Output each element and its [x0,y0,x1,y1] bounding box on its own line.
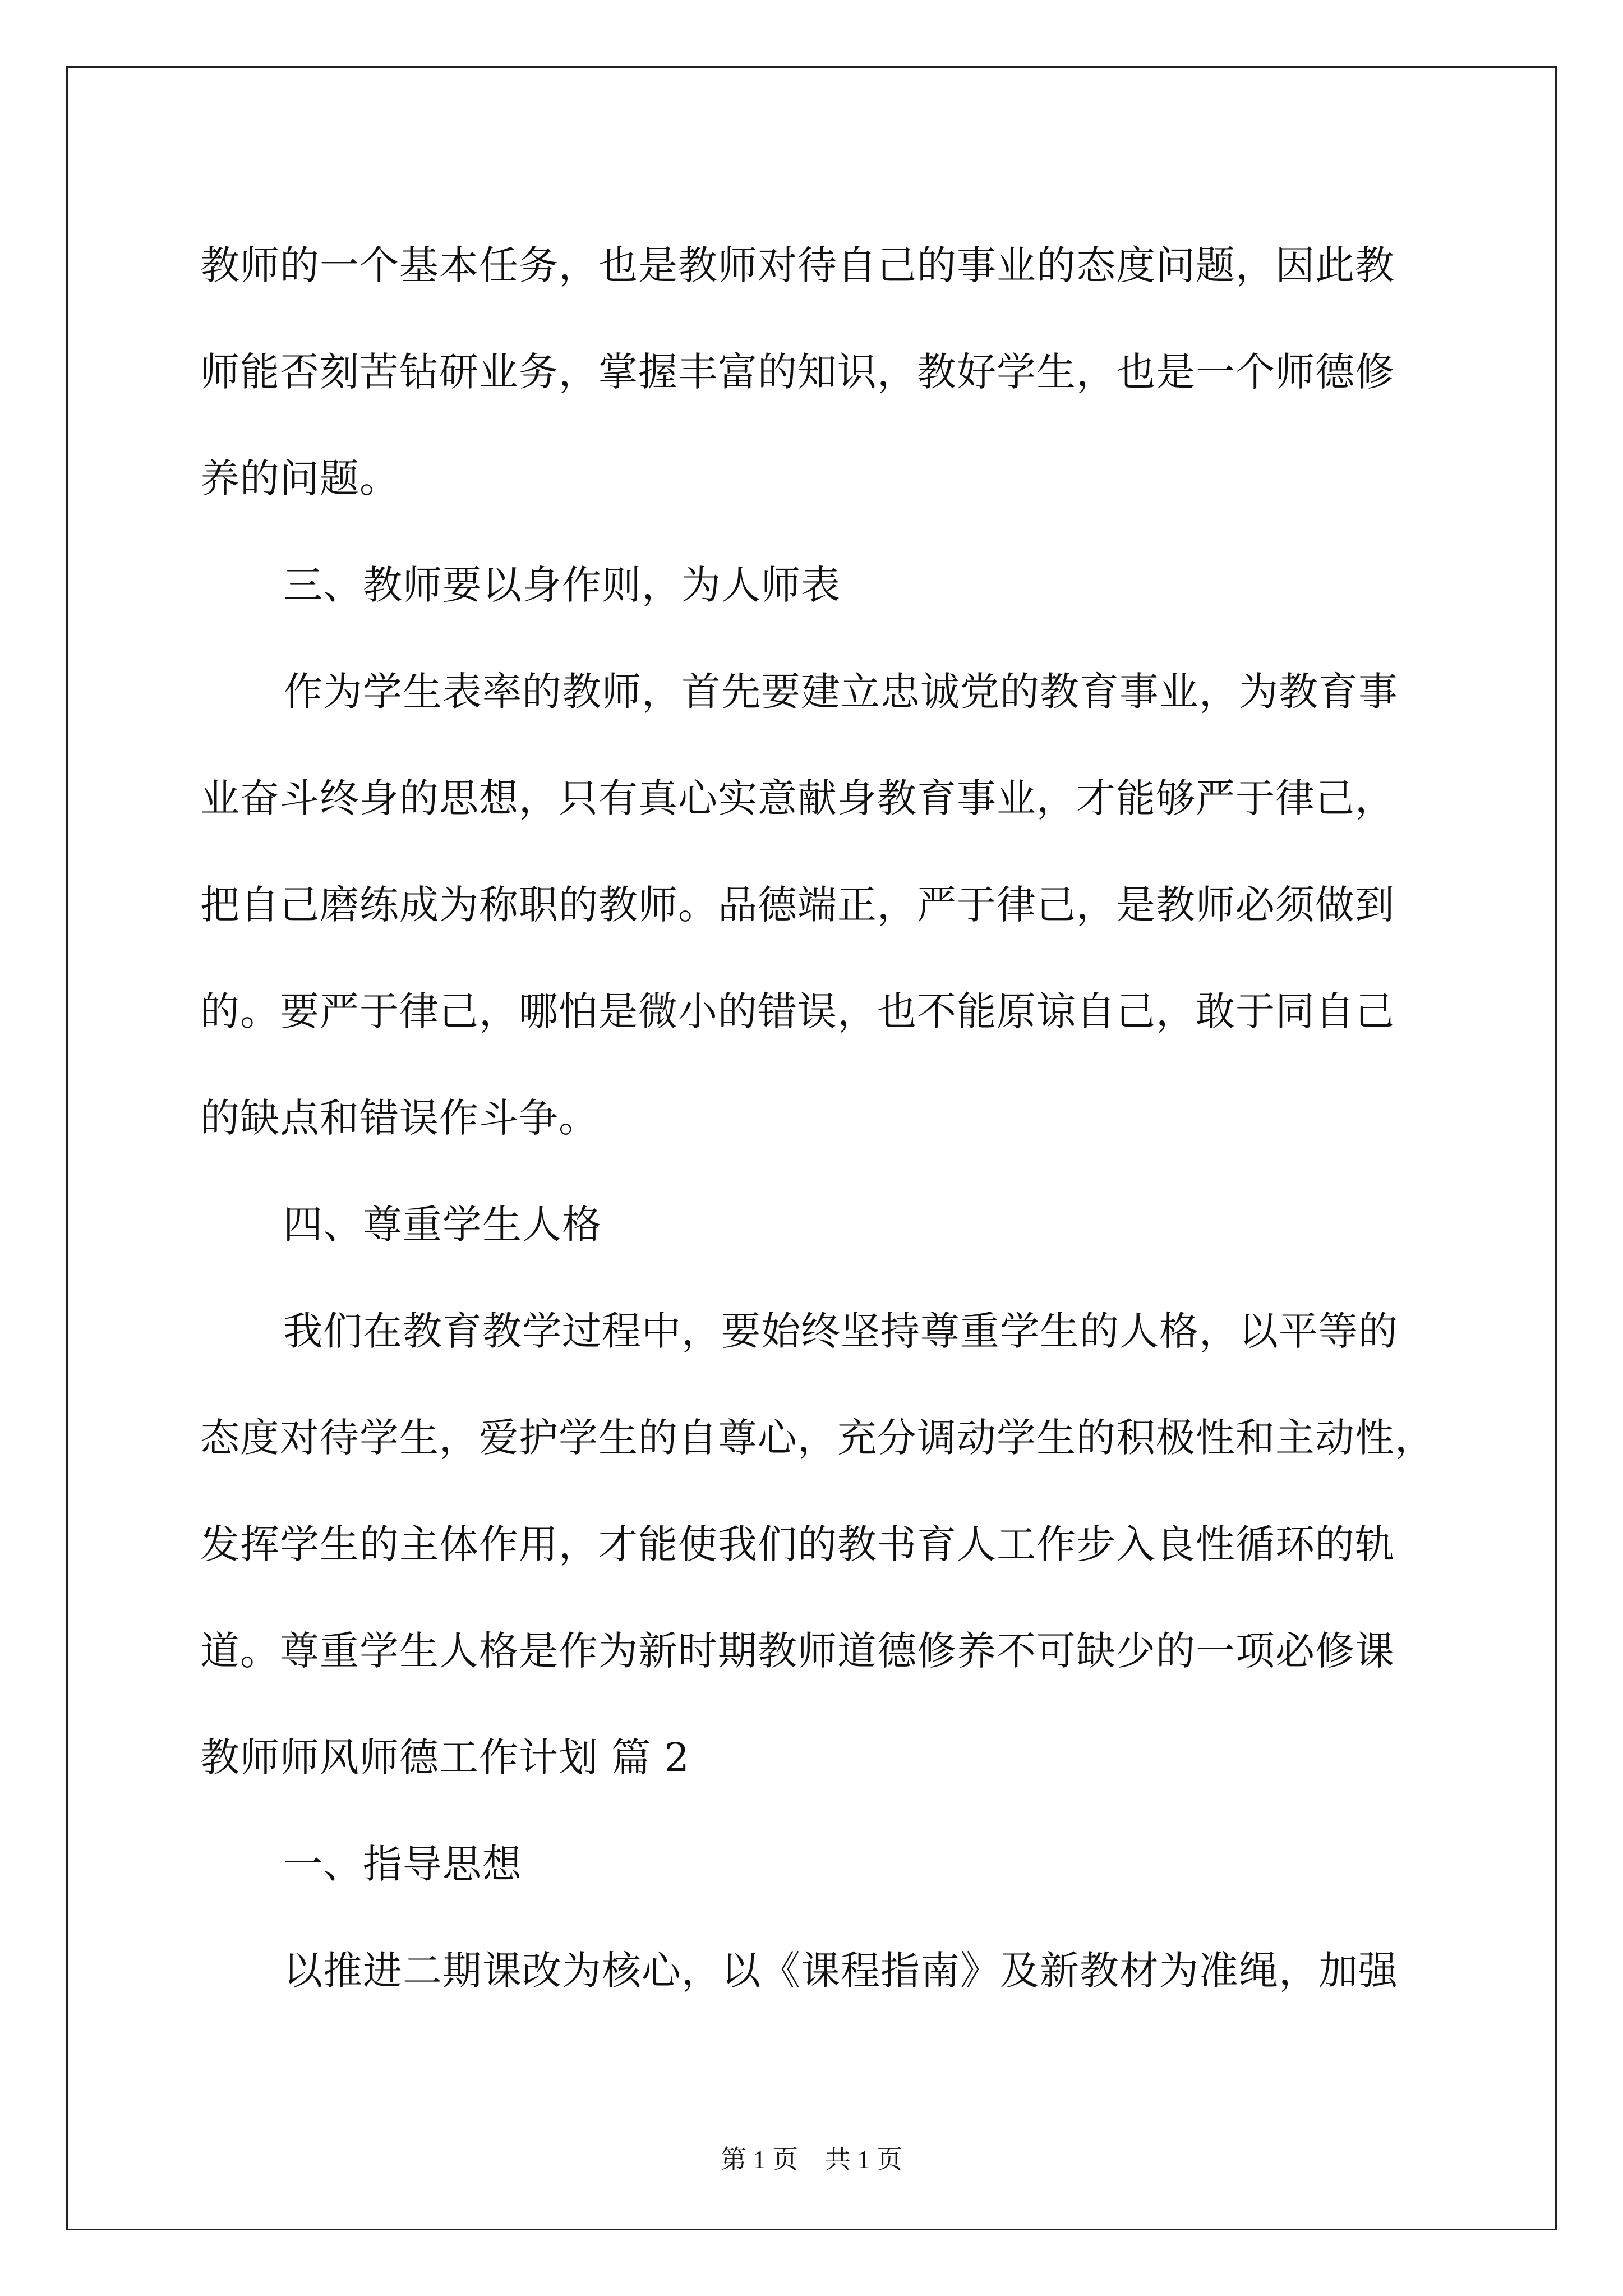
page-number-total: 共 1 页 [825,2145,902,2174]
text-line: 道。尊重学生人格是作为新时期教师道德修养不可缺少的一项必修课 [200,1628,1395,1674]
text-line: 业奋斗终身的思想，只有真心实意献身教育事业，才能够严于律己， [200,775,1395,821]
text-line: 把自己磨练成为称职的教师。品德端正，严于律己，是教师必须做到 [200,882,1395,928]
text-line: 的。要严于律己，哪怕是微小的错误，也不能原谅自己，敢于同自己 [200,988,1395,1034]
text-line: 发挥学生的主体作用，才能使我们的教书育人工作步入良性循环的轨 [200,1521,1395,1567]
text-line: 以推进二期课改为核心，以《课程指南》及新教材为准绳，加强 [283,1948,1398,1994]
section-heading: 三、教师要以身作则，为人师表 [283,562,841,608]
text-line: 态度对待学生，爱护学生的自尊心，充分调动学生的积极性和主动性， [200,1415,1435,1461]
section-heading: 一、指导思想 [283,1841,522,1887]
text-line: 师能否刻苦钻研业务，掌握丰富的知识，教好学生，也是一个师德修 [200,349,1395,395]
page-footer [0,2143,1623,2177]
text-line: 我们在教育教学过程中，要始终坚持尊重学生的人格，以平等的 [283,1308,1398,1354]
text-line: 养的问题。 [200,455,399,501]
text-line: 的缺点和错误作斗争。 [200,1095,598,1141]
page-number-current: 第 1 页 [721,2145,798,2174]
text-line: 作为学生表率的教师，首先要建立忠诚党的教育事业，为教育事 [283,669,1398,715]
document-subtitle: 教师师风师德工作计划 篇 2 [200,1734,690,1780]
document-body [200,212,1434,2024]
text-line: 教师的一个基本任务，也是教师对待自己的事业的态度问题，因此教 [200,242,1395,288]
section-heading: 四、尊重学生人格 [283,1202,602,1248]
